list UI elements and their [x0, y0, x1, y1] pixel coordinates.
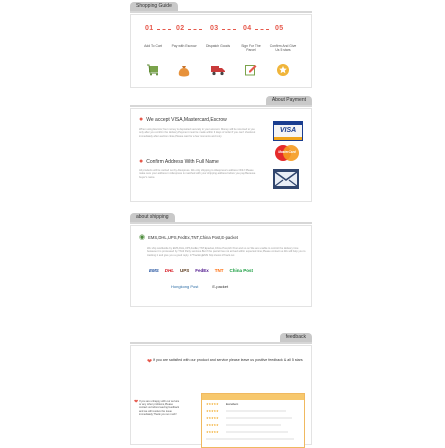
star-rating: ★★★★★ — [206, 416, 219, 420]
feedback-row — [206, 438, 294, 440]
step-connector — [222, 29, 236, 30]
mastercard-logo — [273, 144, 301, 162]
visa-stripe-top — [274, 122, 302, 125]
star-icon — [276, 63, 290, 77]
truck-icon — [211, 63, 225, 77]
step-label: Pay with Escrow — [171, 44, 197, 48]
feedback-row — [226, 410, 286, 412]
star-rating: ★★★★★ — [206, 402, 219, 406]
step-number: 02 — [176, 25, 185, 32]
shipping-body-text: We ship worldwide by EMS,DHL,UPS,FedEx,TNT,Epacket,China Post,HK Post and so on.We are unable to control the delivery time because it is processed by Third Party services.But if the parcel has not arrived within expected time,Please contact us.We will help you to tracking it and give you a good reply. 17TrackingEMS http://www.17track.net — [147, 247, 306, 257]
epacket-label: E-packet — [212, 284, 229, 289]
star-rating: ★★★★★ — [206, 423, 219, 427]
payment-tab: About Payment — [266, 96, 312, 105]
china-post-logo: China Post — [229, 268, 254, 273]
shipping-card — [130, 225, 312, 307]
shipping-section — [130, 213, 312, 305]
tnt-logo: TNT — [214, 268, 224, 273]
shipping-heading-row — [139, 233, 238, 241]
section-divider — [130, 105, 312, 107]
feedback-example-header — [202, 394, 304, 400]
step-connector — [157, 29, 171, 30]
feedback-section — [130, 333, 312, 443]
dhl-logo: DHL — [164, 268, 175, 273]
step-label: Sign For The Parcel — [241, 44, 261, 52]
feedback-row — [226, 424, 281, 426]
shopping-guide-section — [130, 2, 312, 86]
globe-icon: ◉ — [139, 234, 146, 241]
section-divider — [130, 11, 312, 13]
payment-card — [130, 108, 312, 202]
visa-stripe-bottom — [274, 137, 302, 140]
star-rating: ★★★★★ — [206, 409, 219, 413]
section-divider — [130, 222, 312, 224]
address-body-text: All products will be carried out by Aliexpress. We only shipping to Aliexpress's address ONLY.Please make sure your address in Aliexpress is matched with your shipping address before you pay.Because buyer's name. — [139, 169, 256, 179]
payment-heading-row — [139, 116, 227, 123]
address-heading-row — [139, 158, 219, 165]
step-number: 04 — [243, 25, 252, 32]
visa-logo — [273, 121, 303, 141]
ems-logo: EMS — [149, 268, 159, 273]
heart-icon: ❤ — [134, 399, 139, 405]
shipping-heading: EMS,DHL,UPS,FedEx,TNT,China Post,E-packet — [148, 234, 238, 240]
shopping-guide-card — [130, 14, 312, 88]
feedback-card — [130, 345, 312, 445]
feedback-row — [226, 417, 292, 419]
payment-body-text: When using Escrow,Your money is deposited securely in your account. Money will be returned to you only after you confirm the delivery.Payment must be made within 3 days of order.If you can't checkout immediately after auction close,Please wait for a few moments and retry. — [139, 128, 256, 138]
step-connector — [255, 29, 269, 30]
section-divider — [130, 342, 312, 344]
address-heading: Confirm Address With Full Name — [146, 158, 219, 165]
carrier-logos-row — [149, 268, 253, 273]
shopping-guide-tab: Shopping Guide — [130, 2, 178, 11]
step-number: 01 — [145, 25, 154, 32]
edit-icon — [244, 63, 258, 77]
feedback-heading: If you are satisfied with our product and service please leave us positive feedback & all 5 stars — [153, 358, 303, 362]
step-connector — [188, 29, 202, 30]
step-label: Dispatch Goods — [205, 44, 231, 48]
location-pin-icon: ● — [139, 158, 144, 165]
post-logos-row — [171, 284, 228, 289]
step-label: Confirm And Give Us 5 stars — [269, 44, 297, 52]
feedback-tab: feedback — [280, 333, 312, 342]
visa-label: VISA — [279, 127, 297, 134]
fedex-logo: FedEx — [195, 268, 209, 273]
ups-logo: UPS — [180, 268, 190, 273]
money-bag-icon — [177, 63, 191, 77]
star-rating: ★★★★★ — [206, 430, 219, 434]
step-number: 03 — [210, 25, 219, 32]
payment-heading: We accept VISA,Mastercard,Escrow — [146, 116, 227, 123]
hongkong-post-logo: Hongkong Post — [171, 284, 199, 289]
feedback-unhappy-text: If you are unhappy with our service or any other problems,Please contact us before leaving feedback and we will resolve the issue immediately,Thank you so much! — [139, 400, 180, 416]
location-pin-icon: ● — [139, 116, 144, 123]
feedback-example-box — [201, 393, 305, 448]
payment-section — [130, 96, 312, 200]
step-number: 05 — [275, 25, 284, 32]
envelope-icon — [273, 169, 299, 189]
mastercard-label: MasterCard — [278, 150, 296, 154]
feedback-row — [226, 431, 288, 433]
cart-icon — [146, 63, 160, 77]
steps-row — [139, 25, 303, 35]
rating-label: Excellent — [226, 402, 239, 406]
heart-icon: ❤ — [147, 359, 153, 365]
step-label: Add To Cart — [144, 44, 162, 48]
shipping-tab: about shipping — [130, 213, 175, 222]
